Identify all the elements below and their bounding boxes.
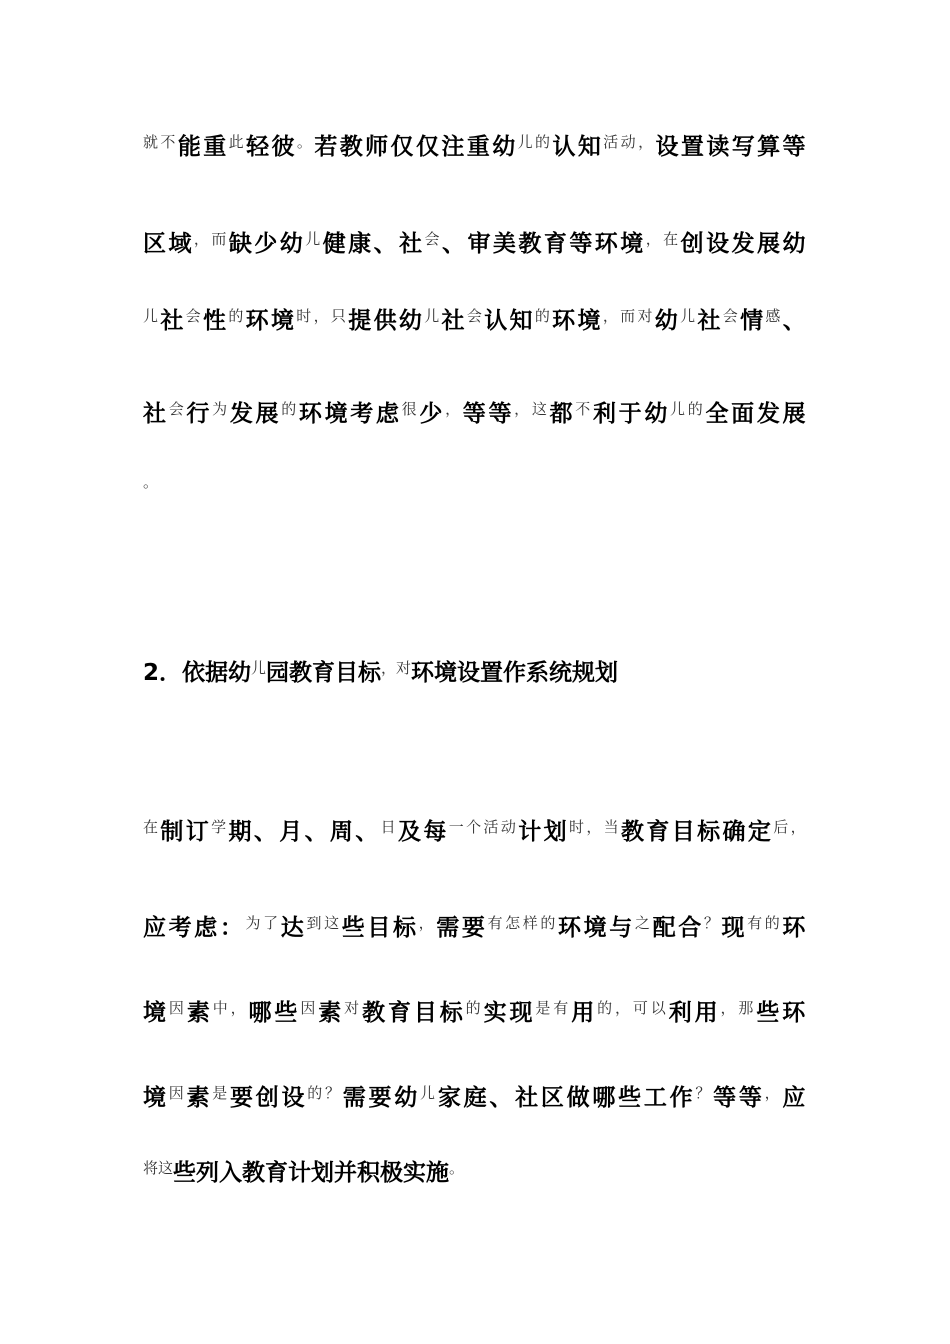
bold-text-run: 环境设置作系统规划 — [411, 660, 619, 686]
bold-text-run: 创设发展幼 — [680, 231, 808, 257]
bold-text-run: 教育目标确定 — [621, 819, 774, 845]
small-text-run: 儿的 — [670, 400, 706, 418]
small-text-run: 在 — [143, 818, 161, 836]
text-run-group — [143, 231, 808, 257]
bold-text-run: 用 — [571, 1000, 598, 1026]
bold-text-run: 境 — [143, 1085, 169, 1111]
text-run-group — [143, 1000, 808, 1026]
bold-text-run: 环 — [782, 915, 809, 941]
small-text-run: 因 — [300, 999, 319, 1017]
small-text-run: 感 — [765, 307, 783, 325]
small-text-run: 会 — [168, 400, 187, 418]
small-text-run: ，而对 — [602, 307, 655, 325]
text-run-group — [143, 660, 618, 686]
small-text-run: 儿 — [305, 230, 323, 248]
small-text-run: 的 — [534, 307, 553, 325]
small-text-run: ？ — [703, 914, 722, 932]
small-text-run: 活动， — [603, 133, 656, 151]
bold-text-run: 行 — [186, 401, 213, 427]
bold-text-run: 素 — [318, 1000, 345, 1026]
bold-text-run: 素 — [186, 1000, 213, 1026]
text-run-group — [143, 1160, 464, 1186]
bold-text-run: 些列入教育计划并积极实施 — [173, 1160, 450, 1186]
bold-text-run: 期、月、周、 — [228, 819, 381, 845]
text-run-group — [143, 308, 808, 334]
text-run-group — [143, 819, 808, 845]
small-text-run: ，对 — [381, 659, 412, 677]
small-text-run: 儿 — [680, 307, 698, 325]
paragraph2-line-5 — [143, 1148, 808, 1188]
bold-text-run: 认知 — [552, 134, 604, 160]
bold-text-run: 要创设 — [230, 1085, 308, 1111]
small-text-run: 学 — [211, 818, 229, 836]
bold-text-run: 达 — [280, 915, 307, 941]
paragraph1-line-5 — [143, 462, 808, 502]
bold-text-run: 及每 — [398, 819, 449, 845]
bold-text-run: 环境 — [245, 308, 297, 334]
bold-text-run: 应 — [782, 1085, 809, 1111]
paragraph1-line-4 — [143, 389, 808, 429]
small-text-run: ， — [445, 400, 463, 418]
bold-text-run: 设置读写算等 — [655, 134, 808, 160]
small-text-run: 中， — [212, 999, 249, 1017]
bold-text-run: 全面发展 — [705, 401, 809, 427]
text-run-group — [143, 401, 808, 427]
bold-text-run: 些目标 — [341, 915, 419, 941]
small-text-run: 因 — [168, 999, 187, 1017]
small-text-run: 有的 — [747, 914, 783, 932]
section-heading — [143, 648, 618, 688]
small-text-run: ， — [764, 1084, 783, 1102]
bold-text-run: 等等 — [462, 401, 515, 427]
bold-text-run: 园教育目标 — [266, 660, 382, 686]
paragraph1-line-2 — [143, 219, 808, 259]
bold-text-run: 现 — [721, 915, 748, 941]
bold-text-run: 提供幼 — [348, 308, 425, 334]
small-text-run: 的 — [465, 999, 484, 1017]
text-run-group — [143, 915, 808, 941]
bold-text-run: 社 — [143, 401, 169, 427]
small-text-run: 时，当 — [568, 818, 622, 836]
small-text-run: 的 — [281, 400, 299, 418]
small-text-run: 的 — [228, 307, 246, 325]
small-text-run: 是有 — [535, 999, 572, 1017]
bold-text-run: 应考虑： — [143, 915, 246, 941]
small-text-run: 儿 — [143, 307, 161, 325]
small-text-run: ，而 — [193, 230, 229, 248]
small-text-run: 为 — [212, 400, 230, 418]
small-text-run: 儿 — [424, 307, 442, 325]
bold-text-run: 配合 — [652, 915, 704, 941]
bold-text-run: 需要幼 — [342, 1085, 421, 1111]
bold-text-run: 需要 — [436, 915, 488, 941]
bold-text-run: 环境与 — [558, 915, 635, 941]
bold-text-run: 若教师仅仅注重幼 — [314, 134, 518, 160]
small-text-run: 很 — [401, 400, 420, 418]
small-text-run: 之 — [634, 914, 653, 932]
small-text-run: 因 — [168, 1084, 187, 1102]
small-text-run: 会 — [424, 230, 443, 248]
paragraph2-line-2 — [143, 903, 808, 943]
bold-text-run: 计划 — [518, 819, 569, 845]
bold-text-run: 素 — [186, 1085, 213, 1111]
small-text-run: 儿 — [420, 1084, 438, 1102]
small-text-run: ， — [418, 914, 437, 932]
bold-text-run: 认知 — [484, 308, 535, 334]
small-text-run: 。 — [296, 133, 315, 151]
small-text-run: 不 — [575, 400, 593, 418]
bold-text-run: 区域 — [143, 231, 194, 257]
bold-text-run: 缺少幼 — [228, 231, 306, 257]
bold-text-run: 都 — [549, 401, 576, 427]
bold-text-run: 健康、社 — [322, 231, 425, 257]
bold-text-run: 教育目标 — [362, 1000, 466, 1026]
bold-text-run: 少 — [419, 401, 446, 427]
paragraph1-line-3 — [143, 296, 808, 336]
bold-text-run: 社 — [441, 308, 467, 334]
small-text-run: ，那 — [720, 999, 757, 1017]
paragraph1-line-1 — [143, 122, 808, 162]
small-text-run: 为了 — [245, 914, 281, 932]
small-text-run: 儿的 — [517, 133, 553, 151]
bold-text-run: 性 — [202, 308, 229, 334]
small-text-run: 是 — [212, 1084, 231, 1102]
small-text-run: ？ — [695, 1084, 714, 1102]
paragraph2-line-1 — [143, 807, 808, 847]
bold-text-run: 幼 — [654, 308, 681, 334]
small-text-run: ，这 — [514, 400, 550, 418]
bold-text-run: 、审美教育等环境 — [442, 231, 646, 257]
text-run-group — [143, 474, 158, 500]
small-text-run: 后， — [773, 818, 808, 836]
bold-text-run: 制订 — [160, 819, 212, 845]
small-text-run: 对 — [344, 999, 363, 1017]
small-text-run: 儿 — [251, 659, 267, 677]
bold-text-run: 些环 — [756, 1000, 809, 1026]
small-text-run: 有怎样的 — [487, 914, 559, 932]
small-text-run: 就不 — [143, 133, 178, 151]
bold-text-run: 社 — [697, 308, 723, 334]
small-text-run: ，在 — [645, 230, 681, 248]
bold-text-run: 2．依据幼 — [143, 660, 252, 686]
bold-text-run: 环境考虑 — [298, 401, 402, 427]
small-text-run: 的，可以 — [597, 999, 669, 1017]
paragraph2-line-3 — [143, 988, 808, 1028]
bold-text-run: 发展 — [229, 401, 282, 427]
bold-text-run: 情 — [740, 308, 766, 334]
bold-text-run: 境 — [143, 1000, 169, 1026]
small-text-run: 会 — [722, 307, 741, 325]
small-text-run: 此 — [228, 133, 247, 151]
small-text-run: 一个活动 — [448, 818, 519, 836]
bold-text-run: 利于幼 — [592, 401, 671, 427]
small-text-run: 。 — [449, 1159, 465, 1177]
bold-text-run: 利用 — [668, 1000, 721, 1026]
small-text-run: 日 — [380, 818, 399, 836]
small-text-run: 会 — [466, 307, 485, 325]
small-text-run: 到这 — [306, 914, 342, 932]
text-run-group — [143, 134, 808, 160]
bold-text-run: 社 — [160, 308, 186, 334]
bold-text-run: 哪些 — [248, 1000, 301, 1026]
paragraph2-line-4 — [143, 1073, 808, 1113]
bold-text-run: 环境 — [552, 308, 603, 334]
bold-text-run: 能重 — [177, 134, 229, 160]
bold-text-run: 、 — [782, 308, 809, 334]
bold-text-run: 轻彼 — [246, 134, 297, 160]
bold-text-run: 家庭、社区做哪些工作 — [437, 1085, 696, 1111]
bold-text-run: 等等 — [713, 1085, 765, 1111]
small-text-run: 的？ — [307, 1084, 343, 1102]
bold-text-run: 实现 — [483, 1000, 536, 1026]
small-text-run: 时，只 — [296, 307, 349, 325]
small-text-run: 将这 — [143, 1159, 174, 1177]
text-run-group — [143, 1085, 808, 1111]
small-text-run: 会 — [185, 307, 203, 325]
small-text-run: 。 — [143, 473, 159, 491]
